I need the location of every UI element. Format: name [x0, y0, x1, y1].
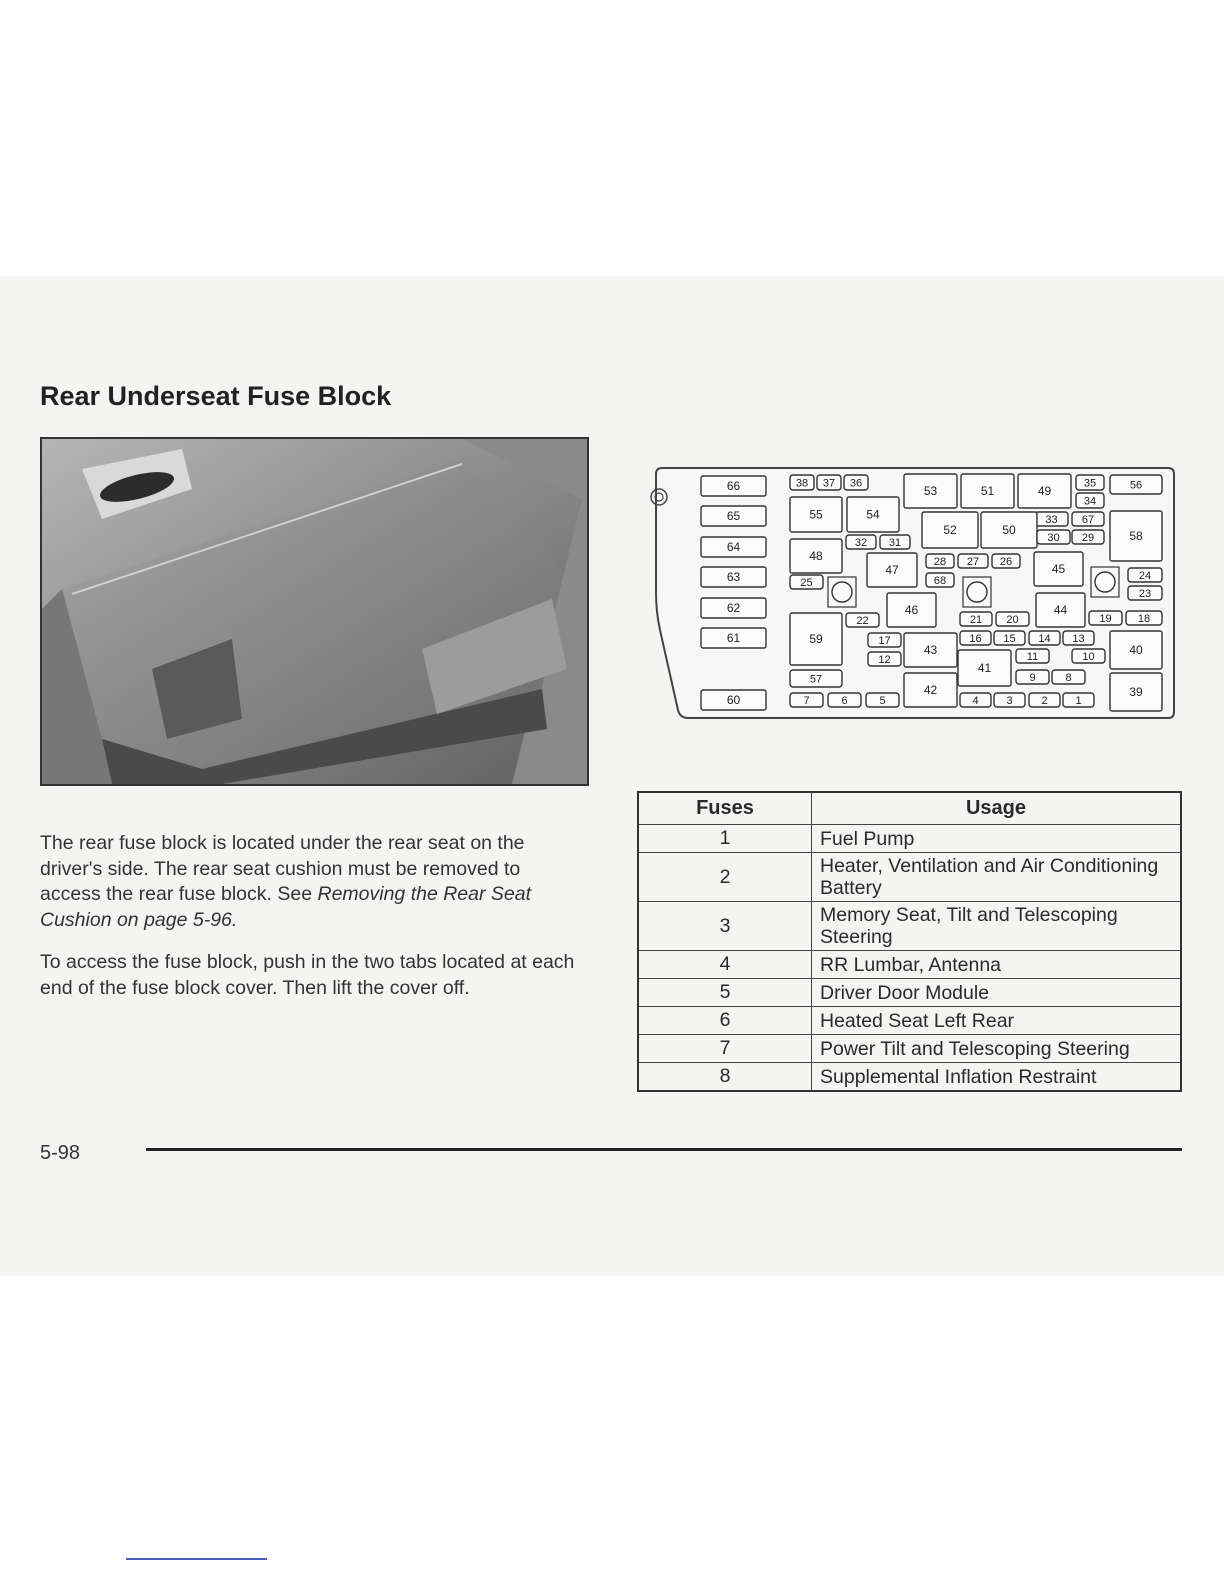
fuse-usage: RR Lumbar, Antenna — [812, 951, 1182, 979]
fuse-slot-label: 47 — [885, 563, 899, 577]
fuse-slot-3 — [994, 693, 1025, 707]
fuse-slot-55 — [790, 497, 842, 532]
fuse-slot-label: 8 — [1065, 672, 1072, 684]
fuse-usage: Memory Seat, Tilt and Telescoping Steering — [812, 902, 1182, 951]
fuse-slot-2 — [1029, 693, 1060, 707]
table-row — [638, 979, 1181, 1007]
fuse-number: 8 — [638, 1063, 812, 1092]
fuse-slot-label: 29 — [1081, 532, 1095, 544]
fuse-slot-50 — [981, 512, 1037, 548]
table-row — [638, 951, 1181, 979]
table-row — [638, 853, 1181, 902]
fuse-slot-label: 24 — [1138, 570, 1152, 582]
fuse-slot-14 — [1029, 631, 1060, 645]
fuse-slot-label: 11 — [1026, 651, 1039, 663]
fuse-number: 7 — [638, 1035, 812, 1063]
fuse-usage: Driver Door Module — [812, 979, 1182, 1007]
fuse-slot-23 — [1128, 586, 1162, 600]
table-row — [638, 902, 1181, 951]
fuse-slot-label: 53 — [923, 484, 938, 498]
fuse-slot-4 — [960, 693, 991, 707]
fuse-slot-label: 3 — [1006, 695, 1013, 707]
fuse-slot-17 — [868, 633, 901, 647]
fuse-slot-label: 59 — [809, 632, 823, 646]
table-row — [638, 1063, 1181, 1092]
fuse-slot-label: 16 — [969, 633, 982, 645]
fuse-slot-label: 17 — [878, 635, 891, 647]
fuse-slot-28 — [926, 554, 954, 568]
fuse-slot-label: 15 — [1003, 633, 1016, 645]
fuse-slot-label: 28 — [933, 556, 947, 568]
fuse-slot-26 — [992, 554, 1020, 568]
fuse-slot-19 — [1089, 611, 1122, 625]
fuse-slot-label: 37 — [822, 477, 836, 490]
fuse-slot-label: 31 — [888, 537, 902, 549]
fuse-slot-58 — [1110, 511, 1162, 561]
fuse-slot-label: 6 — [841, 695, 848, 707]
fuse-slot-29 — [1072, 530, 1104, 544]
fuse-slot-label: 27 — [966, 556, 980, 568]
fuse-slot-label: 12 — [878, 654, 891, 666]
fuse-slot-label: 30 — [1047, 532, 1060, 544]
fuse-slot-label: 46 — [904, 603, 919, 617]
fuse-slot-44 — [1036, 593, 1085, 627]
fuse-slot-label: 14 — [1038, 633, 1051, 645]
fuse-slot-label: 51 — [980, 484, 995, 498]
fuse-slot-37 — [817, 475, 841, 490]
removing-seat-reference: Removing the Rear Seat Cushion on page 5-96. — [40, 883, 532, 931]
fuse-slot-63 — [701, 567, 766, 587]
fuse-number: 6 — [638, 1007, 812, 1035]
usage-column-header: Usage — [812, 792, 1182, 825]
fuse-slot-16 — [960, 631, 991, 645]
fuse-slot-label: 65 — [726, 509, 741, 523]
fuse-slot-21 — [960, 612, 992, 626]
fuse-usage: Fuel Pump — [812, 825, 1182, 853]
fuse-usage-table — [637, 791, 1182, 1092]
fuse-slot-label: 39 — [1129, 685, 1143, 699]
fuse-slot-label: 33 — [1045, 514, 1058, 526]
fuse-usage: Heater, Ventilation and Air Conditioning Battery — [812, 853, 1182, 902]
fuse-number: 2 — [638, 853, 812, 902]
fuse-slot-label: 40 — [1129, 643, 1143, 657]
fuse-slot-31 — [880, 535, 910, 549]
fuse-slot-49 — [1018, 474, 1071, 508]
bottom-link-underline — [126, 1558, 267, 1560]
fuse-usage: Heated Seat Left Rear — [812, 1007, 1182, 1035]
fuse-slot-label: 2 — [1041, 695, 1048, 707]
fuse-block-photo — [40, 437, 589, 786]
fuse-slot-label: 34 — [1083, 495, 1097, 508]
fuse-slot-label: 21 — [969, 614, 983, 626]
fuse-slot-54 — [847, 497, 899, 532]
fuse-slot-38 — [790, 475, 814, 490]
fuse-slot-25 — [790, 575, 823, 589]
fuse-slot-8 — [1052, 670, 1085, 684]
fuse-slot-57 — [790, 670, 842, 687]
fuse-number: 3 — [638, 902, 812, 951]
fuse-slot-40 — [1110, 631, 1162, 669]
fuse-slot-51 — [961, 474, 1014, 508]
fuse-slot-39 — [1110, 673, 1162, 711]
fuse-slot-label: 52 — [943, 523, 957, 537]
table-row — [638, 825, 1181, 853]
fuse-slot-47 — [867, 553, 917, 587]
fuse-slot-61 — [701, 628, 766, 648]
fuse-block-diagram — [640, 462, 1176, 722]
page-number: 5-98 — [40, 1142, 81, 1164]
fuse-slot-label: 32 — [854, 537, 868, 549]
fuse-slot-35 — [1076, 475, 1104, 490]
fuse-slot-label: 44 — [1053, 603, 1068, 617]
fuse-slot-9 — [1016, 670, 1049, 684]
fuse-slot-label: 9 — [1029, 672, 1036, 684]
fuse-slot-22 — [846, 613, 879, 627]
fuse-slot-18 — [1126, 611, 1162, 625]
fuse-usage: Power Tilt and Telescoping Steering — [812, 1035, 1182, 1063]
fuse-slot-34 — [1076, 493, 1104, 508]
fuse-slot-30 — [1037, 530, 1070, 544]
fuse-slot-59 — [790, 613, 842, 665]
fuse-slot-label: 4 — [972, 695, 979, 707]
fuse-slot-label: 35 — [1083, 477, 1097, 490]
fuse-slot-label: 10 — [1082, 651, 1095, 663]
fuse-slot-label: 43 — [923, 643, 938, 657]
fuse-slot-32 — [846, 535, 876, 549]
fuse-slot-13 — [1063, 631, 1094, 645]
fuse-slot-6 — [828, 693, 861, 707]
fuse-usage: Supplemental Inflation Restraint — [812, 1063, 1182, 1092]
fuse-slot-label: 38 — [795, 477, 809, 490]
fuses-column-header: Fuses — [638, 792, 812, 825]
fuse-slot-label: 55 — [809, 507, 823, 522]
fuse-slot-label: 45 — [1051, 562, 1066, 576]
fuse-slot-label: 61 — [726, 631, 741, 645]
fuse-slot-64 — [701, 537, 766, 557]
fuse-slot-66 — [701, 476, 766, 496]
fuse-slot-label: 63 — [726, 570, 741, 584]
fuse-slot-label: 7 — [803, 695, 810, 707]
location-text: The rear fuse block is located under the rear seat on the driver's side. The rear seat cushion must be removed to access the rear fuse block. See — [40, 832, 525, 905]
fuse-slot-15 — [994, 631, 1025, 645]
fuse-slot-45 — [1034, 552, 1083, 586]
fuse-slot-label: 26 — [999, 556, 1013, 568]
footer-rule — [146, 1148, 1182, 1151]
fuse-slot-27 — [958, 554, 988, 568]
table-row — [638, 1007, 1181, 1035]
fuse-slot-label: 50 — [1002, 523, 1016, 537]
fuse-slot-label: 66 — [726, 479, 741, 493]
fuse-slot-label: 62 — [726, 601, 741, 615]
fuse-slot-label: 49 — [1037, 484, 1052, 498]
fuse-slot-label: 1 — [1075, 695, 1082, 707]
fuse-slot-label: 58 — [1129, 529, 1143, 543]
fuse-slot-label: 20 — [1006, 614, 1019, 626]
fuse-slot-5 — [866, 693, 899, 707]
fuse-slot-36 — [844, 475, 868, 490]
fuse-slot-46 — [887, 593, 936, 627]
fuse-slot-label: 42 — [923, 683, 938, 697]
fuse-slot-label: 18 — [1137, 613, 1151, 625]
fuse-slot-10 — [1072, 649, 1105, 663]
fuse-slot-label: 54 — [866, 507, 880, 522]
fuse-slot-60 — [701, 690, 766, 710]
fuse-slot-label: 22 — [856, 615, 869, 627]
fuse-slot-43 — [904, 633, 957, 667]
fuse-slot-1 — [1063, 693, 1094, 707]
page-title: Rear Underseat Fuse Block — [40, 381, 392, 411]
fuse-slot-label: 13 — [1072, 633, 1085, 645]
fuse-slot-20 — [996, 612, 1029, 626]
fuse-slot-48 — [790, 539, 842, 573]
access-paragraph: To access the fuse block, push in the two tabs located at each end of the fuse block cover. Then lift the cover off. — [40, 951, 575, 999]
fuse-slot-label: 41 — [977, 661, 992, 675]
fuse-slot-12 — [868, 652, 901, 666]
fuse-slot-label: 67 — [1081, 514, 1095, 526]
table-row — [638, 1035, 1181, 1063]
fuse-slot-label: 36 — [849, 477, 863, 490]
fuse-slot-label: 19 — [1099, 613, 1112, 625]
fuse-slot-label: 23 — [1138, 588, 1152, 600]
fuse-slot-62 — [701, 598, 766, 618]
fuse-slot-label: 48 — [809, 549, 823, 563]
fuse-slot-label: 56 — [1129, 479, 1143, 492]
fuse-number: 5 — [638, 979, 812, 1007]
fuse-slot-label: 60 — [726, 693, 741, 707]
fuse-slot-53 — [904, 474, 957, 508]
fuse-slot-56 — [1110, 475, 1162, 494]
fuse-number: 4 — [638, 951, 812, 979]
fuse-slot-24 — [1128, 568, 1162, 582]
fuse-slot-41 — [958, 650, 1011, 686]
fuse-slot-7 — [790, 693, 823, 707]
fuse-slot-52 — [922, 512, 978, 548]
fuse-slot-label: 57 — [809, 673, 823, 686]
fuse-slot-label: 64 — [726, 540, 741, 554]
fuse-slot-label: 25 — [800, 577, 813, 589]
fuse-slot-label: 68 — [933, 575, 947, 587]
location-paragraph — [40, 831, 585, 933]
fuse-slot-65 — [701, 506, 766, 526]
fuse-slot-33 — [1035, 512, 1068, 526]
fuse-number: 1 — [638, 825, 812, 853]
fuse-slot-42 — [904, 673, 957, 707]
fuse-slot-label: 5 — [879, 695, 886, 707]
fuse-slot-11 — [1016, 649, 1049, 663]
fuse-slot-68 — [926, 573, 954, 587]
fuse-slot-67 — [1072, 512, 1104, 526]
